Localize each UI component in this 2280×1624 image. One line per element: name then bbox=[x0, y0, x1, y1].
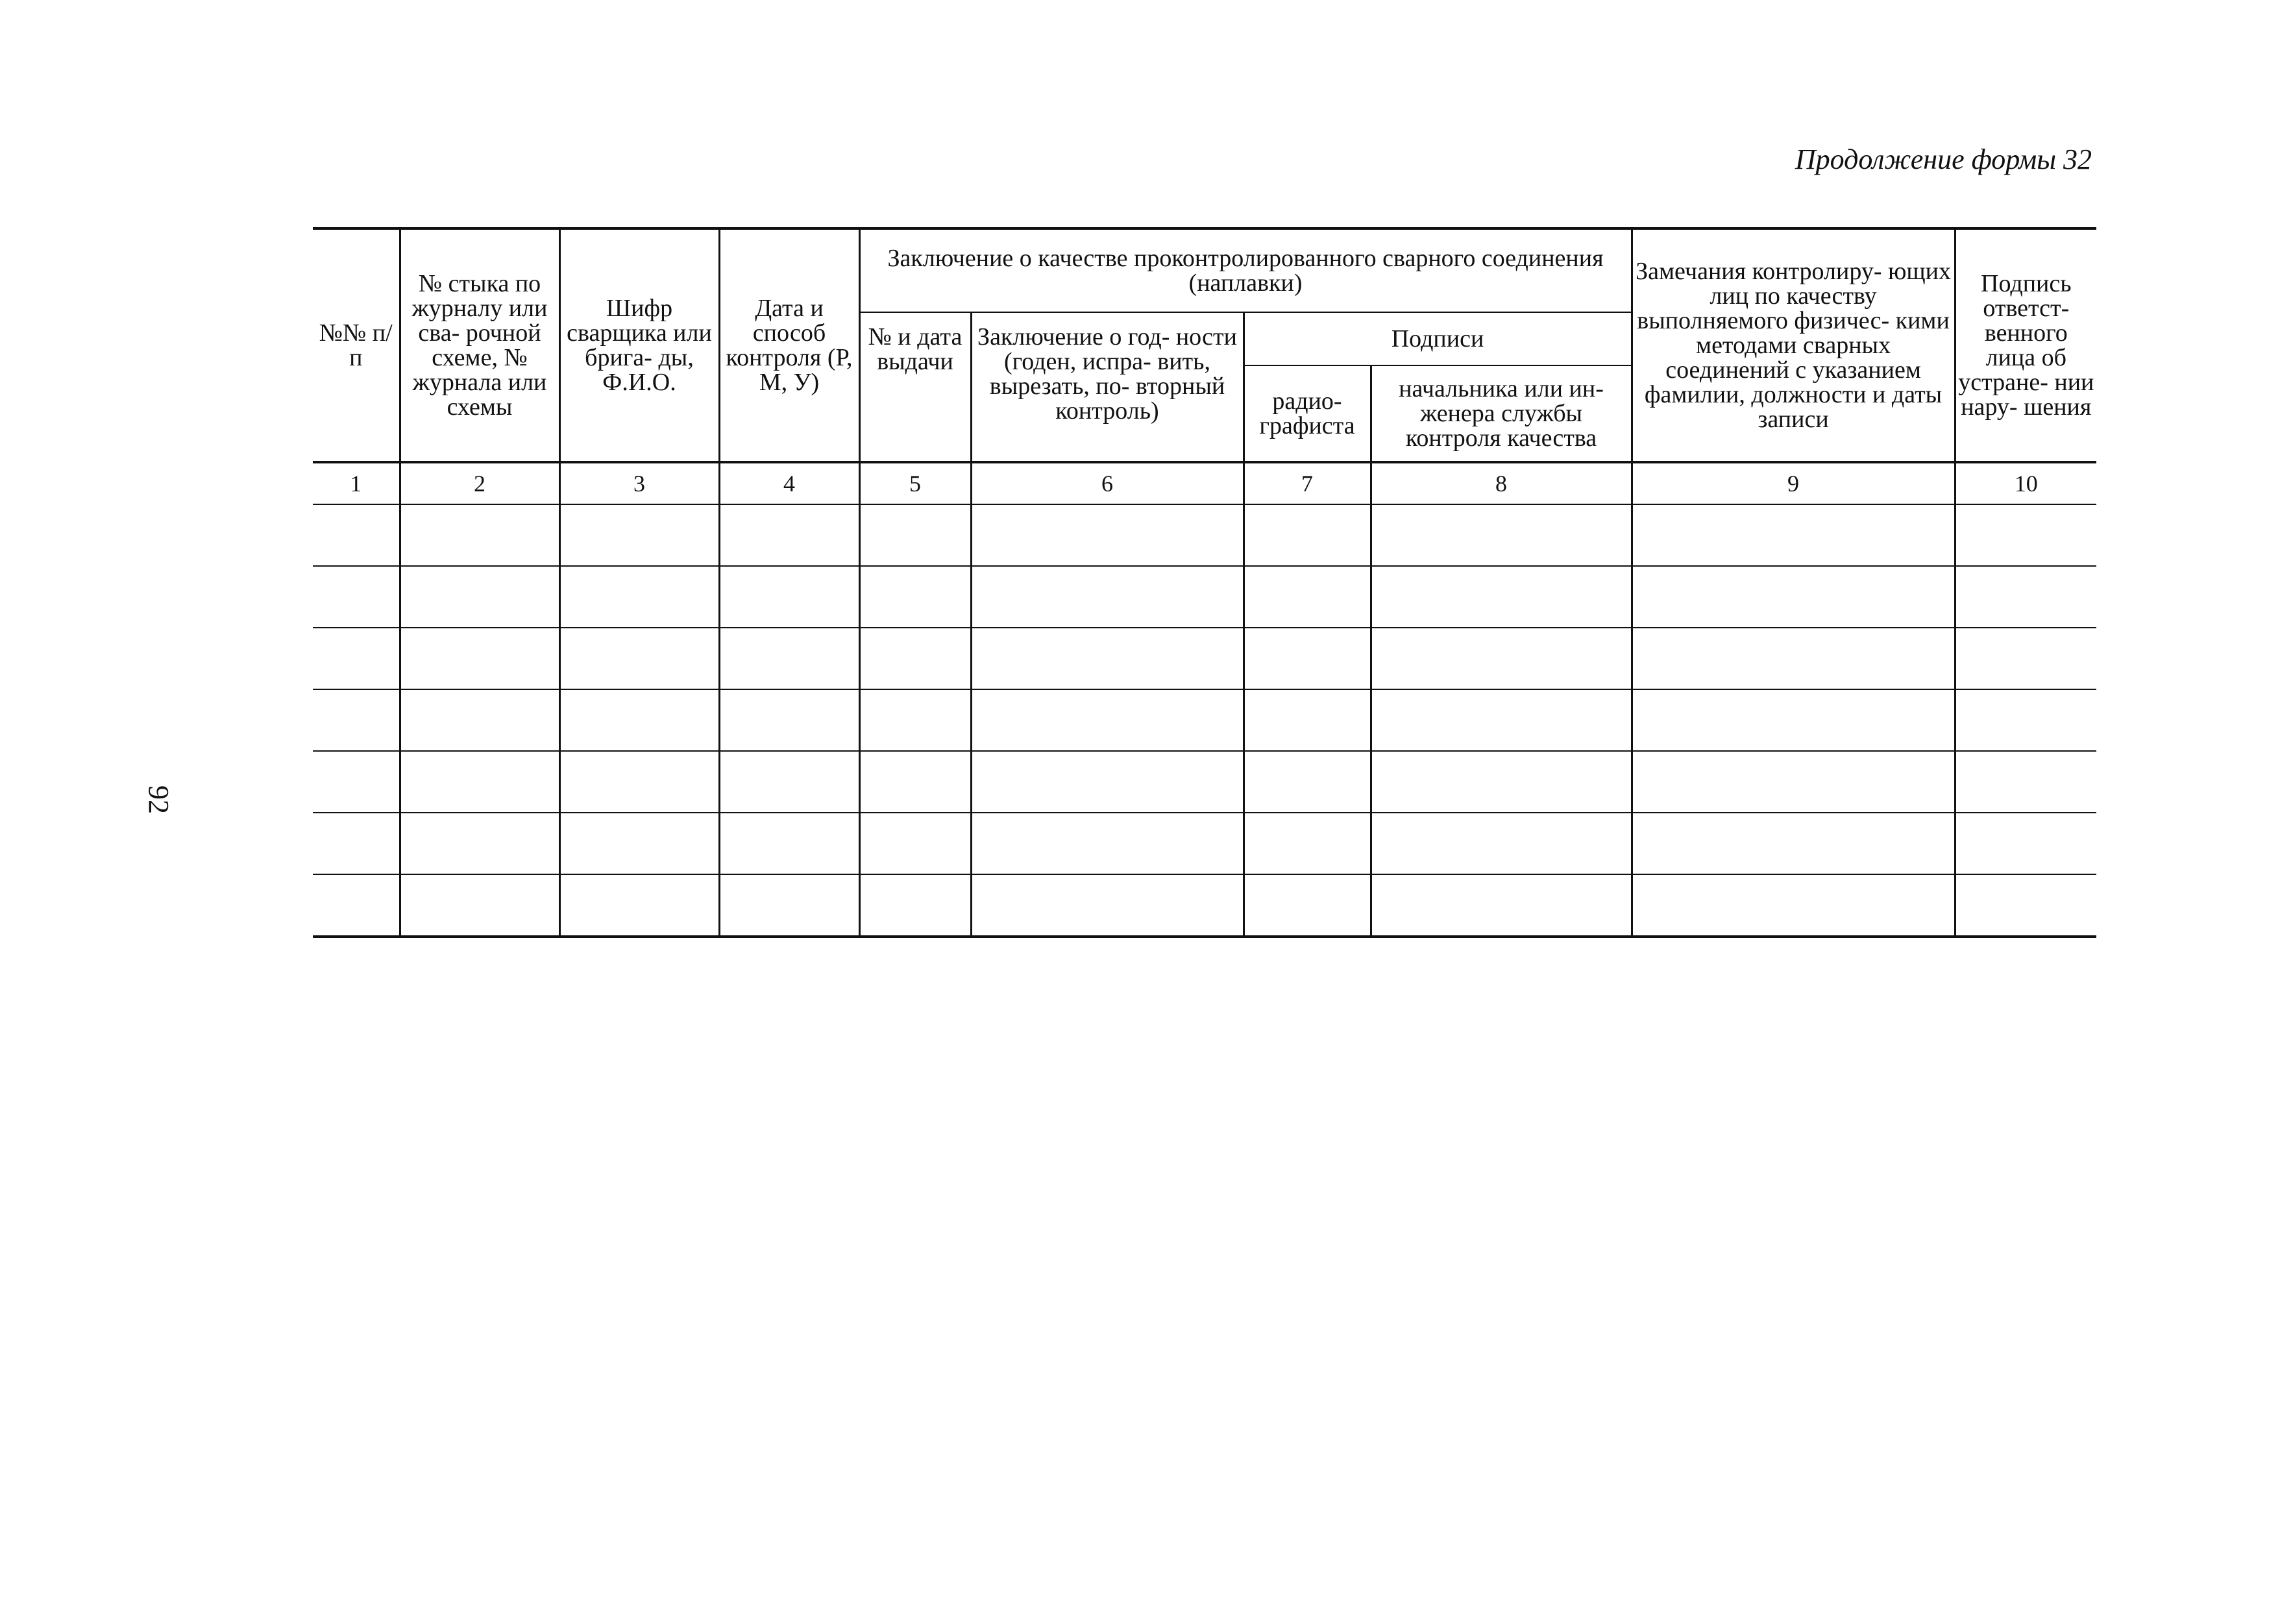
header-signatures-group: Подписи bbox=[1244, 312, 1632, 365]
header-radiographer-signature: радио- графиста bbox=[1244, 365, 1371, 462]
column-number: 9 bbox=[1632, 462, 1955, 504]
table-cell bbox=[1244, 628, 1371, 689]
table-row bbox=[313, 813, 2096, 874]
table-cell bbox=[859, 566, 971, 628]
table-cell bbox=[400, 874, 559, 937]
table-cell bbox=[1632, 689, 1955, 751]
table-cell bbox=[1955, 689, 2096, 751]
table-row bbox=[313, 628, 2096, 689]
table-cell bbox=[971, 751, 1244, 813]
header-joint-number: № стыка по журналу или сва- рочной схеме, № журнала или схемы bbox=[400, 228, 559, 462]
table-cell bbox=[859, 813, 971, 874]
page-number: 92 bbox=[143, 785, 175, 814]
column-number: 4 bbox=[719, 462, 859, 504]
header-quality-conclusion-group: Заключение о качестве проконтролированного сварного соединения (наплавки) bbox=[859, 228, 1632, 312]
table-cell bbox=[1244, 874, 1371, 937]
column-number: 8 bbox=[1371, 462, 1632, 504]
table-cell bbox=[1244, 751, 1371, 813]
column-number: 2 bbox=[400, 462, 559, 504]
table-cell bbox=[859, 628, 971, 689]
table-cell bbox=[1244, 566, 1371, 628]
table-cell bbox=[559, 566, 719, 628]
table-cell bbox=[313, 566, 400, 628]
table-cell bbox=[971, 628, 1244, 689]
table-cell bbox=[1955, 813, 2096, 874]
header-quality-service-signature: начальника или ин- женера службы контроля качества bbox=[1371, 365, 1632, 462]
table-cell bbox=[1371, 751, 1632, 813]
table-cell bbox=[859, 874, 971, 937]
table-body bbox=[313, 462, 2096, 937]
table-row bbox=[313, 751, 2096, 813]
table-cell bbox=[559, 813, 719, 874]
header-control-date-method: Дата и способ контроля (Р, М, У) bbox=[719, 228, 859, 462]
table-cell bbox=[313, 813, 400, 874]
table-cell bbox=[313, 628, 400, 689]
table-cell bbox=[1955, 874, 2096, 937]
table-cell bbox=[719, 874, 859, 937]
table-cell bbox=[313, 751, 400, 813]
form-continuation-caption: Продолжение формы 32 bbox=[1795, 143, 2092, 175]
table-cell bbox=[719, 628, 859, 689]
table-cell bbox=[1632, 628, 1955, 689]
table-row bbox=[313, 504, 2096, 566]
header-fitness-conclusion: Заключение о год- ности (годен, испра- вить, вырезать, по- вторный контроль) bbox=[971, 312, 1244, 462]
inspection-form-table bbox=[313, 227, 2096, 938]
header-welder-code: Шифр сварщика или брига- ды, Ф.И.О. bbox=[559, 228, 719, 462]
table-cell bbox=[1244, 504, 1371, 566]
table-cell bbox=[559, 874, 719, 937]
table-row bbox=[313, 566, 2096, 628]
table-cell bbox=[1955, 566, 2096, 628]
column-number-row bbox=[313, 462, 2096, 504]
table-cell bbox=[400, 628, 559, 689]
table-cell bbox=[1371, 566, 1632, 628]
table-cell bbox=[400, 751, 559, 813]
table-cell bbox=[719, 689, 859, 751]
table-cell bbox=[400, 813, 559, 874]
table-cell bbox=[1632, 504, 1955, 566]
table-cell bbox=[313, 689, 400, 751]
column-number: 5 bbox=[859, 462, 971, 504]
table-cell bbox=[1371, 689, 1632, 751]
header-inspector-remarks: Замечания контролиру- ющих лиц по качеству выполняемого физичес- кими методами сварных соединений с указанием фамилии, должности и даты записи bbox=[1632, 228, 1955, 462]
table-row bbox=[313, 874, 2096, 937]
table-cell bbox=[313, 504, 400, 566]
table-cell bbox=[1632, 751, 1955, 813]
table-cell bbox=[859, 689, 971, 751]
column-number: 3 bbox=[559, 462, 719, 504]
table-cell bbox=[1371, 628, 1632, 689]
table-cell bbox=[719, 813, 859, 874]
table-cell bbox=[400, 689, 559, 751]
table-cell bbox=[971, 874, 1244, 937]
table-cell bbox=[1955, 751, 2096, 813]
table-cell bbox=[559, 689, 719, 751]
table-cell bbox=[559, 628, 719, 689]
table-cell bbox=[1371, 504, 1632, 566]
table-cell bbox=[719, 751, 859, 813]
column-number: 7 bbox=[1244, 462, 1371, 504]
table-cell bbox=[1632, 566, 1955, 628]
header-issue-number-date: № и дата выдачи bbox=[859, 312, 971, 462]
table-cell bbox=[1632, 874, 1955, 937]
table-cell bbox=[1244, 813, 1371, 874]
table-cell bbox=[1371, 813, 1632, 874]
table-cell bbox=[313, 874, 400, 937]
table-cell bbox=[400, 504, 559, 566]
header-row-number: №№ п/п bbox=[313, 228, 400, 462]
table-cell bbox=[859, 504, 971, 566]
column-number: 1 bbox=[313, 462, 400, 504]
table-cell bbox=[1244, 689, 1371, 751]
table-cell bbox=[1632, 813, 1955, 874]
table-cell bbox=[719, 504, 859, 566]
table-cell bbox=[971, 813, 1244, 874]
table-cell bbox=[859, 751, 971, 813]
table-row bbox=[313, 689, 2096, 751]
table-cell bbox=[971, 504, 1244, 566]
table-cell bbox=[971, 689, 1244, 751]
table-cell bbox=[1371, 874, 1632, 937]
column-number: 10 bbox=[1955, 462, 2096, 504]
table-cell bbox=[719, 566, 859, 628]
column-number: 6 bbox=[971, 462, 1244, 504]
table-cell bbox=[1955, 504, 2096, 566]
table-cell bbox=[559, 751, 719, 813]
table-cell bbox=[400, 566, 559, 628]
table-cell bbox=[559, 504, 719, 566]
header-responsible-signature: Подпись ответст- венного лица об устране- нии нару- шения bbox=[1955, 228, 2096, 462]
table-cell bbox=[971, 566, 1244, 628]
table-cell bbox=[1955, 628, 2096, 689]
